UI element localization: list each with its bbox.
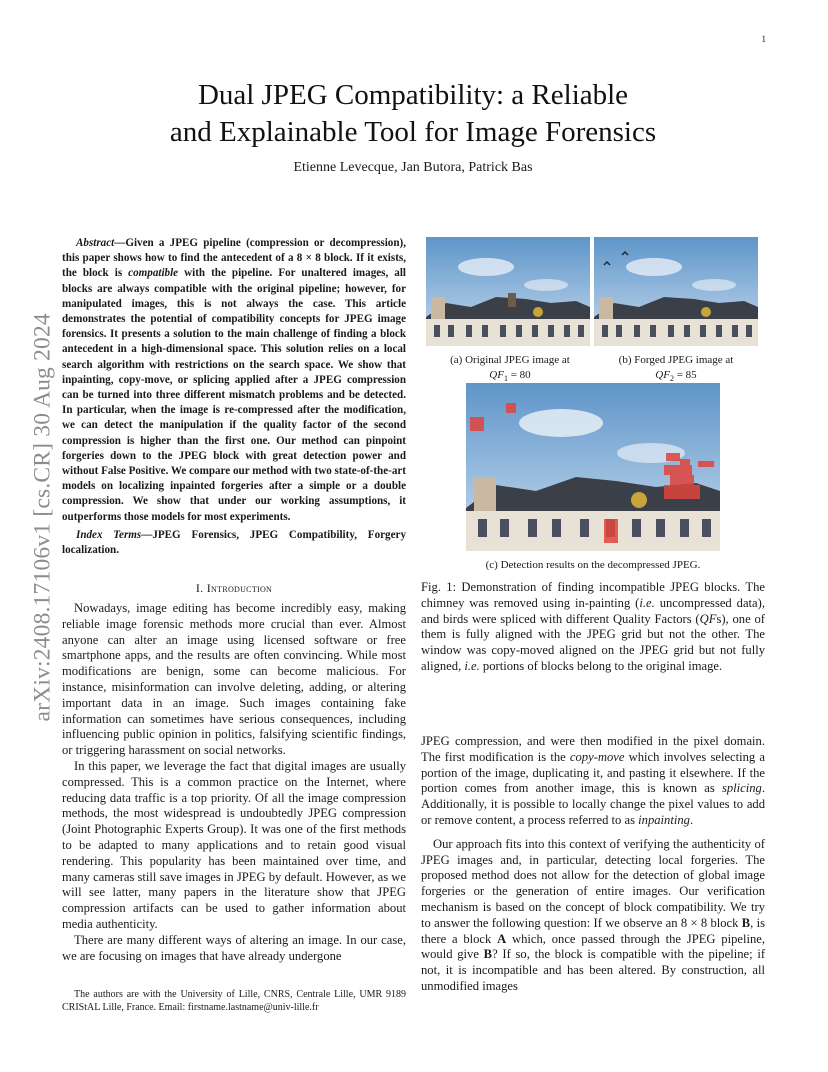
title-line-2: and Explainable Tool for Image Forensics [169,116,657,148]
intro-heading-text: I. Introduction [195,581,273,595]
author-footnote: The authors are with the University of Lille, CNRS, Centrale Lille, UMR 9189 CRIStAL Lille, France. Email: firstname.lastname@univ-lille.fr [62,989,406,1013]
intro-paragraph-3: There are many different ways of altering an image. In our case, we are focusing on images that have already undergone [62,932,406,963]
intro-paragraph-2: In this paper, we leverage the fact that digital images are usually compressed. This is a common practice on the Internet, where reducing data traffic is a top priority. Of all the image compression methods, the most widespread is undoubtedly JPEG compression (Joint Photographic Experts Group). It was one of the first methods to be adapted to many applications and to retain good visual rendering. This popularity has been maintained over time, and many cameras still save images in JPEG by default. However, as we will see latter, many papers in the literature show that JPEG compression artifacts can be used to gather information about media authenticity. [62,758,406,931]
section-heading-introduction [62,581,406,596]
figure-caption: Fig. 1: Demonstration of finding incompatible JPEG blocks. The chimney was removed using in-painting (i.e. uncompressed data), and birds were spliced with different Quality Factors (QFs), one of them is fully aligned with the JPEG grid but not the other. The window was copy-moved aligned on the JPEG grid but not fully aligned, i.e. portions of blocks belong to the original image. [421,580,765,673]
title-line-1: Dual JPEG Compatibility: a Reliable [197,79,629,111]
figure-image-detection [466,383,720,551]
abstract-compatible: compatible [128,267,179,280]
abstract-dash: — [114,237,126,249]
subcaption-a-line2: $QF_1 = 80$ [489,369,531,384]
figure-image-forged [594,237,758,346]
abstract-lead: Abstract [76,237,115,249]
index-terms [62,528,406,558]
subcaption-b-line1: (b) Forged JPEG image at [618,354,734,366]
right-paragraph-1: JPEG compression, and were then modified in the pixel domain. The first modification is the copy-move which involves selecting a portion of the image, duplicating it, and pasting it elsewhere. If the portion comes from another image, this is known as splicing. Additionally, it is possible to locally change the pixel values to add or remove content, a process referred to as inpainting. [421,734,765,827]
subcaption-c: (c) Detection results on the decompressed JPEG. [485,559,701,571]
subcaption-b [594,353,758,386]
subcaption-b-line2: $QF_2 = 85$ [655,369,697,384]
subcaption-a [428,353,592,386]
subcaption-a-line1: (a) Original JPEG image at [450,354,570,366]
author-list: Etienne Levecque, Jan Butora, Patrick Bas [293,160,533,175]
abstract-text-2: with the pipeline. For unaltered images, all blocks are always compatible with the original pipeline; however, for manipulated images, this is not always the case. This article demonstrates the potential of compatibility concepts for JPEG image forensics. It presents a solution to the main challenge of finding a block antecedent in a high-dimensional space. This solution relies on a local search algorithm with restrictions on the search space. We show that inpainting, copy-move, or splicing applied after a JPEG compression can be turned into three different mismatch problems and be detected. In particular, when the image is re-compressed after the modification, we can detect the manipulation if the quality factor of the second compression is higher than the first one. Our method can pinpoint forgeries down to the JPEG block with great detection power and without False Positive. We compare our method with two state-of-the-art models on localizing inpainted forgeries after a simple or a double compression. We show that under our working assumptions, it outperforms those models for most experiments. [62,267,406,523]
index-terms-text: JPEG Forensics, JPEG Compatibility, Forgery localization. [62,529,406,557]
index-terms-lead: Index Terms [76,529,142,541]
right-paragraph-2: Our approach fits into this context of verifying the authenticity of JPEG images and, in particular, detecting local forgeries. The proposed method does not allow for the detection of global image forgeries or the generation of entire images. Our verification mechanism is based on the concept of block compatibility. We try to answer the following question: If we observe an 8 × 8 block B, is there a block A which, once passed through the JPEG pipeline, would give B? If so, the block is compatible with the pipeline; if not, it is incompatible and has been altered. By construction, all unmodified images [421,836,766,993]
intro-paragraph-1: Nowadays, image editing has become incredibly easy, making reliable image forensic methods more crucial than ever. Almost anyone can alter an image using licensed software or free smartphone apps, and the results are often convincing. While most modifications are benign, some can become malicious. For instance, misinformation can involve deleting, adding, or altering important data in an image. Such images containing fake information can sometimes have serious consequences, including influencing public opinion in politics, falsifying scientific findings, or triggering harassment on social networks. [62,601,406,758]
abstract-text-1: Given a JPEG pipeline (compression or decompression), this paper shows how to find the antecedent of a 8 × 8 block. If it exists, the block is [62,237,406,280]
introduction-text [62,601,406,964]
paper-title [100,77,726,151]
right-column-text [421,734,765,995]
index-terms-dash: — [141,529,153,541]
arxiv-identifier-stamp: arXiv:2408.17106v1 [cs.CR] 30 Aug 2024 [29,313,56,722]
figure-image-original [426,237,590,346]
page-number: 1 [761,34,766,44]
abstract [62,236,406,525]
